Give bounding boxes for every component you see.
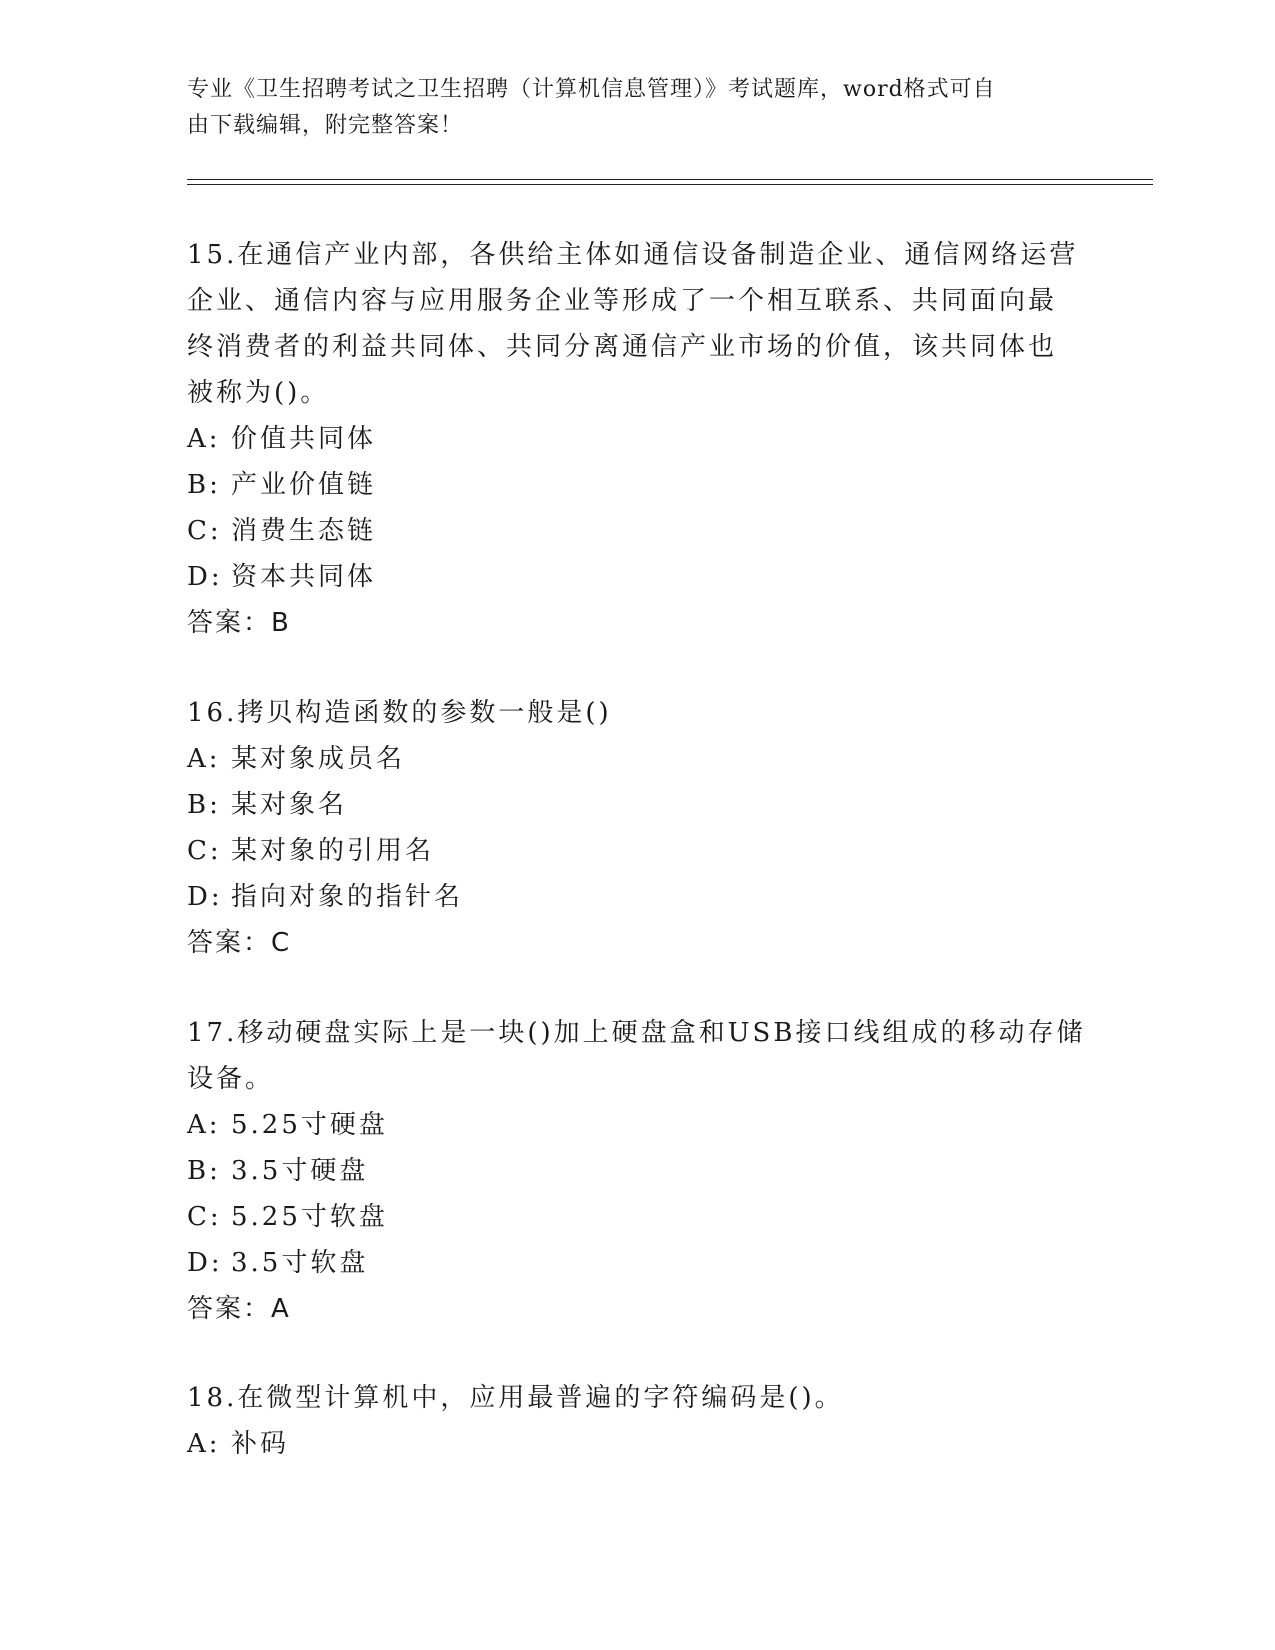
stem-line: 被称为()。	[187, 378, 330, 408]
option-label: D:	[187, 1248, 223, 1278]
option-a	[187, 1102, 1087, 1148]
question-stem	[187, 1010, 1087, 1102]
option-label: B:	[187, 1156, 221, 1186]
option-text: 5.25寸软盘	[231, 1202, 388, 1232]
option-b	[187, 782, 1087, 828]
stem-line: 17.移动硬盘实际上是一块()加上硬盘盒和USB接口线组成的移动存储	[187, 1018, 1086, 1048]
answer-line: 答案：C	[187, 928, 292, 958]
option-text: 补码	[231, 1429, 290, 1459]
header-line-1: 专业《卫生招聘考试之卫生招聘（计算机信息管理）》考试题库，word格式可自	[187, 77, 996, 102]
option-label: C:	[187, 516, 222, 546]
option-c	[187, 828, 1087, 874]
question-16	[187, 690, 1087, 966]
option-d	[187, 1240, 1087, 1286]
option-label: D:	[187, 882, 223, 912]
option-label: A:	[187, 1429, 221, 1459]
stem-line: 设备。	[187, 1064, 275, 1094]
option-b	[187, 1148, 1087, 1194]
header-divider-top	[187, 179, 1153, 180]
answer-line: 答案：B	[187, 608, 291, 638]
option-text: 某对象的引用名	[231, 836, 435, 866]
option-text: 消费生态链	[231, 516, 377, 546]
option-label: D:	[187, 562, 223, 592]
stem-line: 终消费者的利益共同体、共同分离通信产业市场的价值，该共同体也	[187, 332, 1058, 362]
question-18	[187, 1375, 1087, 1467]
option-text: 价值共同体	[231, 424, 377, 454]
option-text: 指向对象的指针名	[231, 882, 464, 912]
option-label: B:	[187, 790, 221, 820]
document-header	[187, 72, 1067, 144]
option-label: C:	[187, 1202, 222, 1232]
option-b	[187, 462, 1087, 508]
question-stem	[187, 232, 1087, 416]
stem-line: 企业、通信内容与应用服务企业等形成了一个相互联系、共同面向最	[187, 286, 1058, 316]
option-label: A:	[187, 424, 221, 454]
option-text: 资本共同体	[231, 562, 377, 592]
option-d	[187, 554, 1087, 600]
option-label: A:	[187, 744, 221, 774]
answer-line: 答案：A	[187, 1294, 291, 1324]
option-a	[187, 416, 1087, 462]
option-c	[187, 508, 1087, 554]
header-line-2: 由下载编辑，附完整答案！	[187, 113, 464, 138]
option-text: 产业价值链	[231, 470, 377, 500]
header-divider-bottom	[187, 184, 1153, 185]
question-stem	[187, 1375, 1087, 1421]
option-text: 某对象成员名	[231, 744, 406, 774]
option-label: A:	[187, 1110, 221, 1140]
option-text: 某对象名	[231, 790, 348, 820]
option-label: B:	[187, 470, 221, 500]
stem-line: 15.在通信产业内部，各供给主体如通信设备制造企业、通信网络运营	[187, 240, 1079, 270]
option-text: 3.5寸软盘	[231, 1248, 369, 1278]
stem-line: 16.拷贝构造函数的参数一般是()	[187, 698, 612, 728]
question-stem	[187, 690, 1087, 736]
option-a	[187, 736, 1087, 782]
stem-line: 18.在微型计算机中，应用最普遍的字符编码是()。	[187, 1383, 844, 1413]
question-17	[187, 1010, 1087, 1332]
option-text: 5.25寸硬盘	[231, 1110, 388, 1140]
question-15	[187, 232, 1087, 646]
option-c	[187, 1194, 1087, 1240]
option-text: 3.5寸硬盘	[231, 1156, 369, 1186]
option-label: C:	[187, 836, 222, 866]
option-a	[187, 1421, 1087, 1467]
option-d	[187, 874, 1087, 920]
